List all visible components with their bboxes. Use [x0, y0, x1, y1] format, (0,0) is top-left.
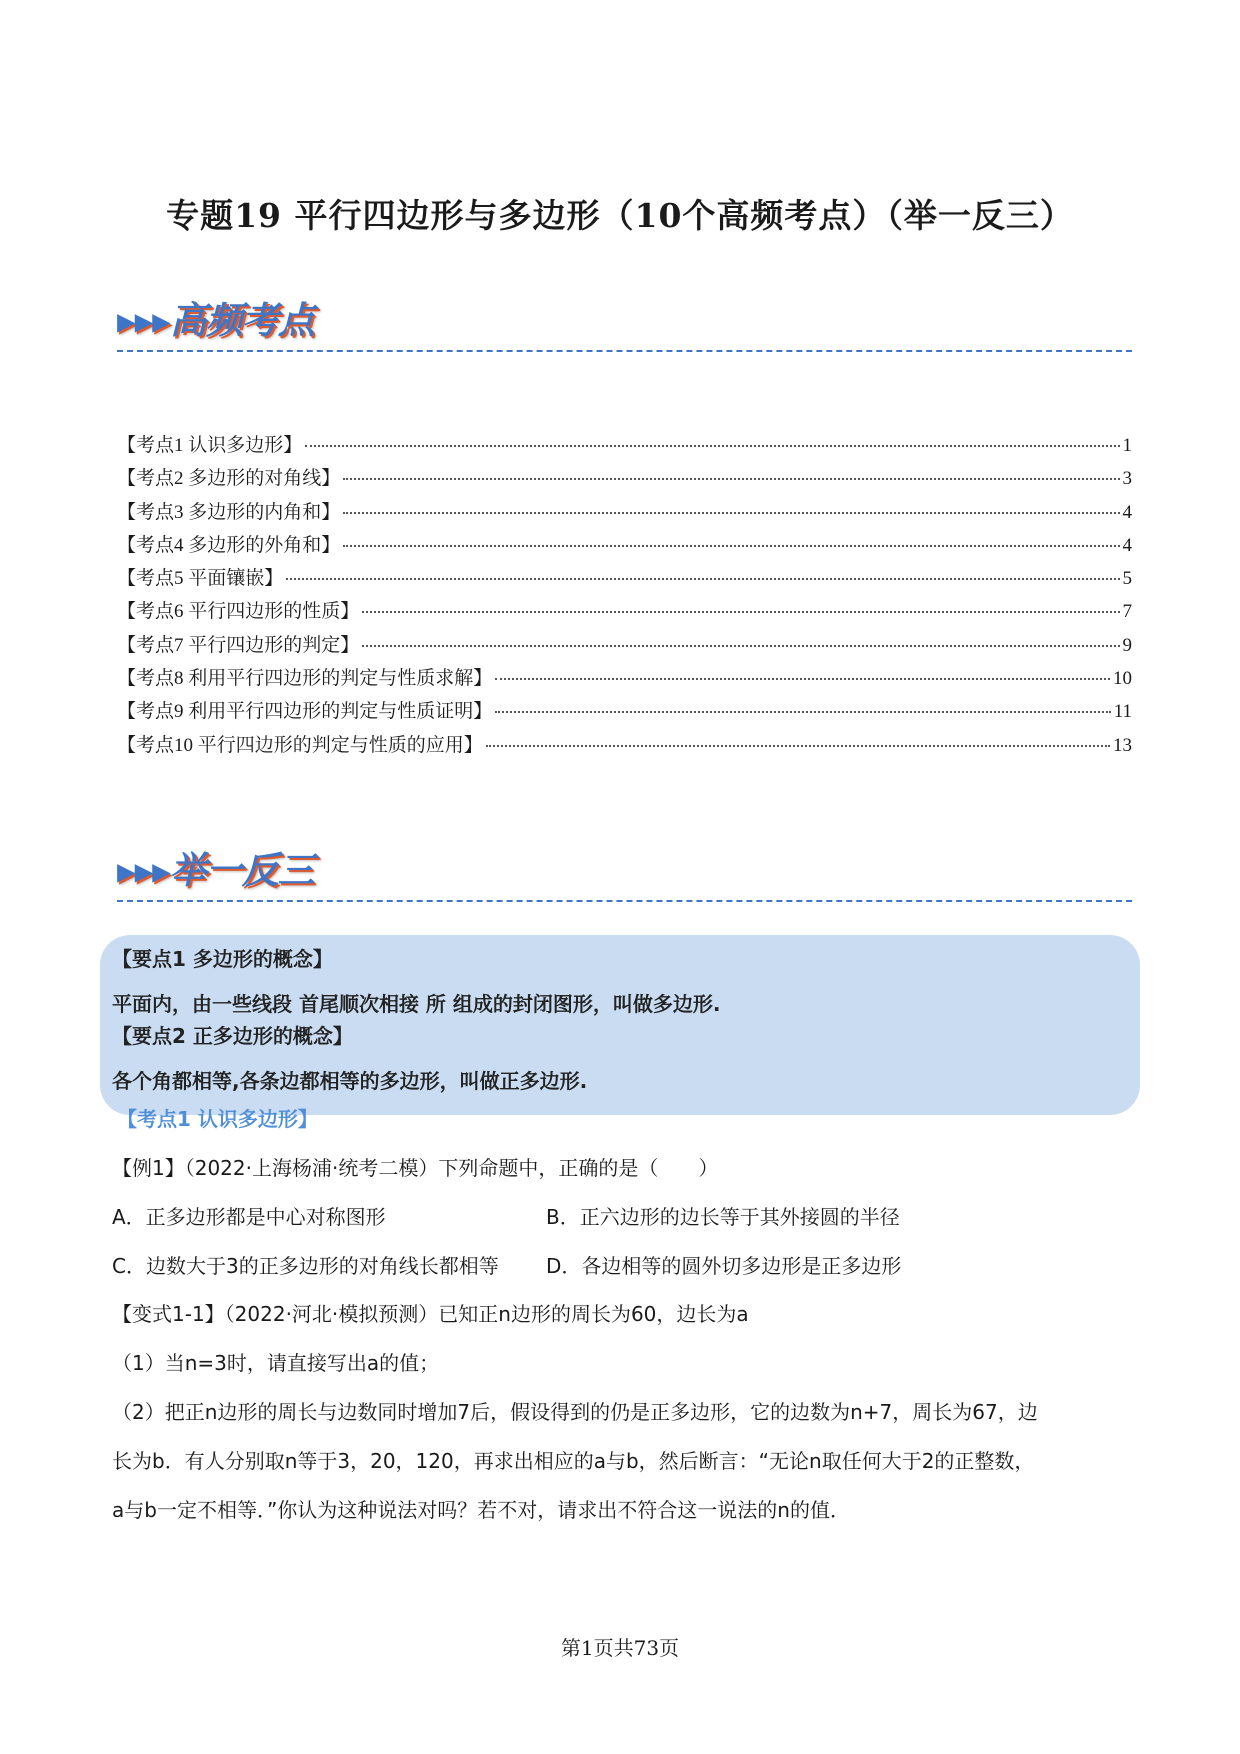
toc-entry-title: 【考点2 多边形的对角线】 — [117, 468, 341, 490]
page-footer: 第1页共73页 — [560, 1636, 680, 1660]
toc-entry[interactable] — [117, 563, 1132, 596]
toc-entry-page: 4 — [1122, 534, 1132, 556]
example1-choice-c: C．边数大于3的正多边形的对角线长都相等 — [112, 1254, 499, 1278]
toc-entry-title: 【考点9 利用平行四边形的判定与性质证明】 — [117, 701, 493, 723]
toc-entry[interactable] — [117, 530, 1132, 563]
dashed-divider — [117, 900, 1132, 902]
toc-entry-title: 【考点5 平面镶嵌】 — [117, 568, 284, 590]
example1-choice-a: A．正多边形都是中心对称图形 — [112, 1205, 386, 1229]
section-heading-high-frequency — [117, 290, 1132, 352]
key-points-callout — [100, 935, 1140, 1115]
toc-entry-title: 【考点8 利用平行四边形的判定与性质求解】 — [117, 668, 493, 690]
variant1-question1: （1）当n=3时，请直接写出a的值； — [112, 1351, 440, 1375]
toc-leader-dots — [343, 512, 1119, 514]
toc-entry-page: 7 — [1122, 601, 1132, 623]
variant1-stem: 【变式1-1】（2022·河北·模拟预测）已知正n边形的周长为60，边长为a — [112, 1302, 749, 1326]
example1-choice-b: B．正六边形的边长等于其外接圆的半径 — [546, 1205, 900, 1229]
toc-leader-dots — [362, 645, 1119, 647]
toc-entry-title: 【考点1 认识多边形】 — [117, 435, 303, 456]
toc-entry-title: 【考点6 平行四边形的性质】 — [117, 601, 360, 623]
toc-leader-dots — [495, 678, 1110, 680]
point1-heading: 【要点1 多边形的概念】 — [112, 947, 333, 971]
toc-leader-dots — [486, 745, 1110, 747]
toc-entry-page: 3 — [1122, 468, 1132, 490]
point1-body: 平面内，由一些线段 首尾顺次相接 所 组成的封闭图形，叫做多边形. — [112, 992, 721, 1016]
toc-entry[interactable] — [117, 730, 1132, 763]
variant1-question2-line3: a与b一定不相等．”你认为这种说法对吗？若不对，请求出不符合这一说法的n的值． — [112, 1498, 850, 1522]
toc-entry-page: 11 — [1113, 701, 1132, 723]
toc-entry-page: 13 — [1113, 734, 1132, 756]
variant1-question2-line1: （2）把正n边形的周长与边数同时增加7后，假设得到的仍是正多边形，它的边数为n+7，周长为67，边 — [112, 1400, 1038, 1424]
toc-leader-dots — [286, 578, 1119, 580]
example1-choice-d: D．各边相等的圆外切多边形是正多边形 — [546, 1254, 902, 1278]
toc-leader-dots — [362, 611, 1119, 613]
toc-entry-page: 4 — [1122, 501, 1132, 523]
point2-heading: 【要点2 正多边形的概念】 — [112, 1024, 353, 1048]
page-title: 专题19 平行四边形与多边形（10个高频考点）（举一反三） — [166, 196, 1074, 235]
example1-stem: 【例1】（2022·上海杨浦·统考二模）下列命题中，正确的是（ ） — [112, 1156, 719, 1180]
toc-entry[interactable] — [117, 497, 1132, 530]
toc-entry-page: 1 — [1122, 435, 1132, 456]
toc-entry[interactable] — [117, 430, 1132, 463]
toc-entry[interactable] — [117, 696, 1132, 729]
variant1-question2-line2: 长为b．有人分别取n等于3，20，120，再求出相应的a与b，然后断言：“无论n取任何大于2的正整数， — [112, 1449, 1035, 1473]
dashed-divider — [117, 350, 1132, 352]
toc-leader-dots — [495, 711, 1110, 713]
toc-entry-page: 9 — [1122, 634, 1132, 656]
toc-leader-dots — [343, 478, 1119, 480]
toc-entry-title: 【考点7 平行四边形的判定】 — [117, 634, 360, 656]
toc-leader-dots — [343, 545, 1119, 547]
toc-entry-page: 5 — [1122, 568, 1132, 590]
section-heading-label: ▸▸▸高频考点 — [117, 298, 314, 342]
toc-entry[interactable] — [117, 596, 1132, 629]
section-heading-examples — [117, 840, 1132, 902]
point2-body: 各个角都相等,各条边都相等的多边形，叫做正多边形. — [112, 1069, 588, 1093]
toc-entry-page: 10 — [1113, 668, 1132, 690]
toc-entry[interactable] — [117, 463, 1132, 496]
toc-leader-dots — [305, 445, 1119, 447]
toc-entry-title: 【考点3 多边形的内角和】 — [117, 501, 341, 523]
section-heading-label: ▸▸▸举一反三 — [117, 848, 314, 892]
table-of-contents — [117, 430, 1132, 763]
toc-entry[interactable] — [117, 630, 1132, 663]
toc-entry-title: 【考点4 多边形的外角和】 — [117, 534, 341, 556]
toc-entry[interactable] — [117, 663, 1132, 696]
toc-entry-title: 【考点10 平行四边形的判定与性质的应用】 — [117, 734, 483, 756]
subsection-heading: 【考点1 认识多边形】 — [117, 1107, 318, 1131]
